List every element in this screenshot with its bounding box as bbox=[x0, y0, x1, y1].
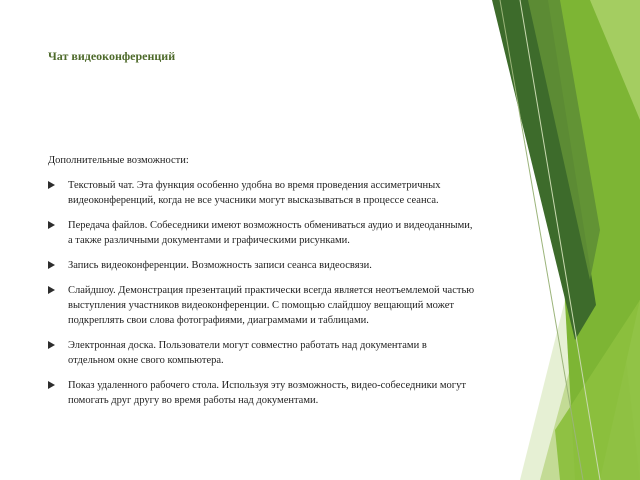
bullet-text: Показ удаленного рабочего стола. Используя эту возможность, видео-собеседники могут помогать друг другу во время работы над документами. bbox=[68, 380, 466, 406]
bullet-text: Слайдшоу. Демонстрация презентаций практически всегда является неотъемлемой частью выступления участников видеоконференции. С помощью слайдшоу вещающий может подкреплять свои слова фотографиями, диаграммами и таблицами. bbox=[68, 285, 475, 326]
bullet-arrow-icon bbox=[48, 221, 55, 229]
bullet-arrow-icon bbox=[48, 261, 55, 269]
bullet-list bbox=[48, 178, 476, 418]
bullet-text: Передача файлов. Собеседники имеют возможность обмениваться аудио и видеоданными, а также различными документами и графическими рисунками. bbox=[68, 220, 473, 246]
bullet-item-slideshow bbox=[48, 283, 476, 328]
bullet-item-whiteboard bbox=[48, 338, 476, 368]
bullet-item-text-chat bbox=[48, 178, 476, 208]
bullet-item-remote-desktop bbox=[48, 378, 476, 408]
bullet-arrow-icon bbox=[48, 286, 55, 294]
bullet-arrow-icon bbox=[48, 381, 55, 389]
bullet-arrow-icon bbox=[48, 341, 55, 349]
bullet-item-file-transfer bbox=[48, 218, 476, 248]
bullet-item-recording bbox=[48, 258, 476, 273]
bullet-text: Текстовый чат. Эта функция особенно удобна во время проведения ассиметричных видеоконференций, когда не все учасники могут высказываться в процессе сеанса. bbox=[68, 180, 441, 206]
slide-title: Чат видеоконференций bbox=[48, 49, 176, 63]
bullet-arrow-icon bbox=[48, 181, 55, 189]
bullet-text: Электронная доска. Пользователи могут совместно работать над документами в отдельном окне свого компьютера. bbox=[68, 340, 427, 366]
bullet-text: Запись видеоконференции. Возможность записи сеанса видеосвязи. bbox=[68, 260, 372, 271]
slide-subtitle: Дополнительные возможности: bbox=[48, 155, 189, 166]
